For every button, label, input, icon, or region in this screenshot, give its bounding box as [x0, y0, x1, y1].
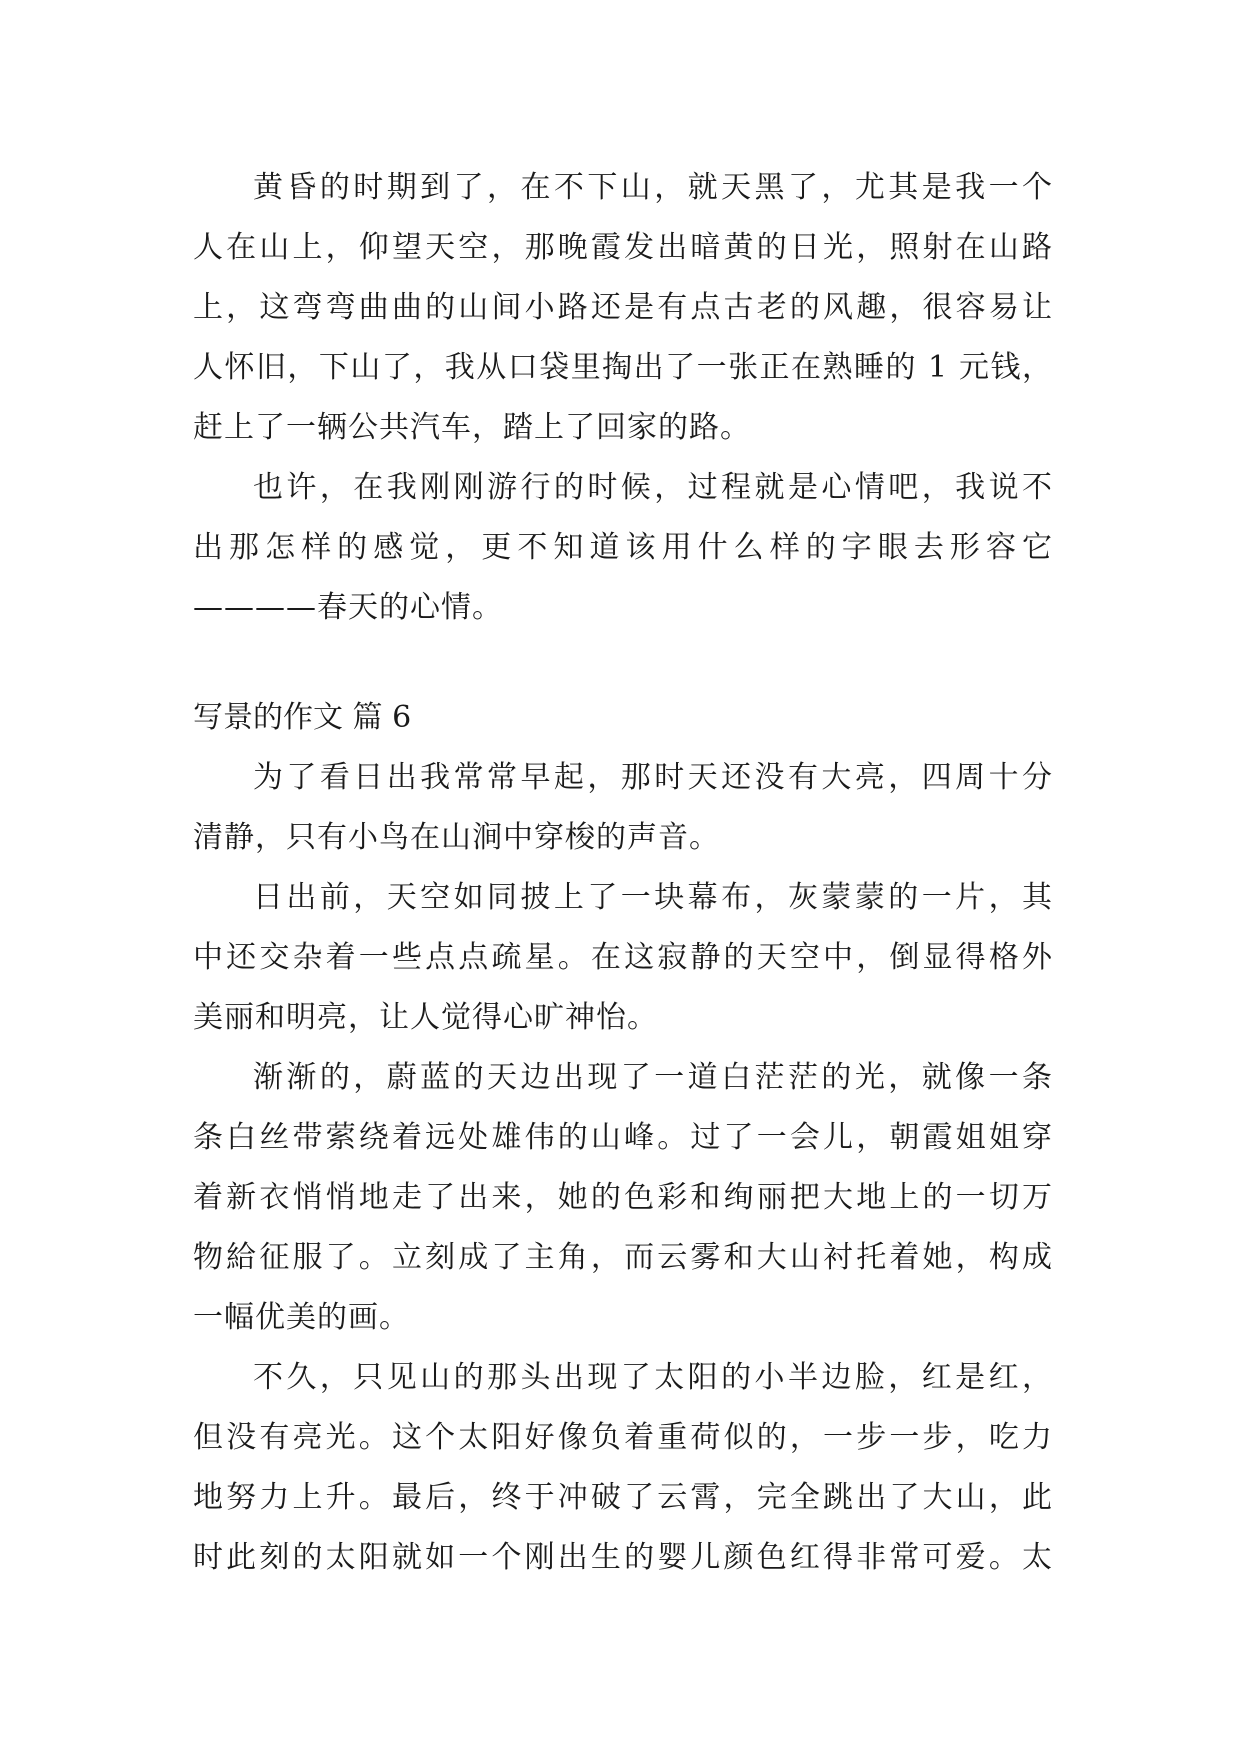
- text-line: 地努力上升。最后，终于冲破了云霄，完全跳出了大山，此: [193, 1480, 1053, 1515]
- paragraph: [193, 458, 1053, 638]
- text-line: 上，这弯弯曲曲的山间小路还是有点古老的风趣，很容易让: [193, 290, 1053, 325]
- text-line: 美丽和明亮，让人觉得心旷神怡。: [193, 1000, 658, 1035]
- text-line: 出那怎样的感觉，更不知道该用什么样的字眼去形容它: [193, 530, 1053, 565]
- paragraph: [193, 158, 1053, 458]
- text-line: 时此刻的太阳就如一个刚出生的婴儿颜色红得非常可爱。太: [193, 1540, 1053, 1575]
- text-line: 一幅优美的画。: [193, 1300, 410, 1335]
- paragraph: [193, 1048, 1053, 1348]
- paragraph: [193, 748, 1053, 868]
- text-line: 人怀旧，下山了，我从口袋里掏出了一张正在熟睡的 1 元钱，: [193, 350, 1053, 385]
- text-line: 条白丝带萦绕着远处雄伟的山峰。过了一会儿，朝霞姐姐穿: [193, 1120, 1053, 1155]
- paragraph: [193, 868, 1053, 1048]
- text-line: 黄昏的时期到了，在不下山，就天黑了，尤其是我一个: [253, 170, 1053, 205]
- text-line: 为了看日出我常常早起，那时天还没有大亮，四周十分: [253, 760, 1053, 795]
- text-line: 中还交杂着一些点点疏星。在这寂静的天空中，倒显得格外: [193, 940, 1053, 975]
- paragraph: [193, 1348, 1053, 1588]
- section-heading: 写景的作文 篇 6: [193, 700, 412, 735]
- document-page: [193, 158, 1053, 1588]
- section-spacer: [193, 638, 1053, 688]
- text-line: ————春天的心情。: [193, 590, 503, 625]
- text-line: 日出前，天空如同披上了一块幕布，灰蒙蒙的一片，其: [253, 880, 1053, 915]
- text-line: 也许，在我刚刚游行的时候，过程就是心情吧，我说不: [253, 470, 1053, 505]
- text-line: 着新衣悄悄地走了出来，她的色彩和绚丽把大地上的一切万: [193, 1180, 1053, 1215]
- text-line: 物給征服了。立刻成了主角，而云雾和大山衬托着她，构成: [193, 1240, 1053, 1275]
- text-line: 赶上了一辆公共汽车，踏上了回家的路。: [193, 410, 751, 445]
- text-line: 人在山上，仰望天空，那晚霞发出暗黄的日光，照射在山路: [193, 230, 1053, 265]
- text-line: 但没有亮光。这个太阳好像负着重荷似的，一步一步，吃力: [193, 1420, 1053, 1455]
- text-line: 不久，只见山的那头出现了太阳的小半边脸，红是红，: [253, 1360, 1053, 1395]
- text-line: 渐渐的，蔚蓝的天边出现了一道白茫茫的光，就像一条: [253, 1060, 1053, 1095]
- text-line: 清静，只有小鸟在山涧中穿梭的声音。: [193, 820, 720, 855]
